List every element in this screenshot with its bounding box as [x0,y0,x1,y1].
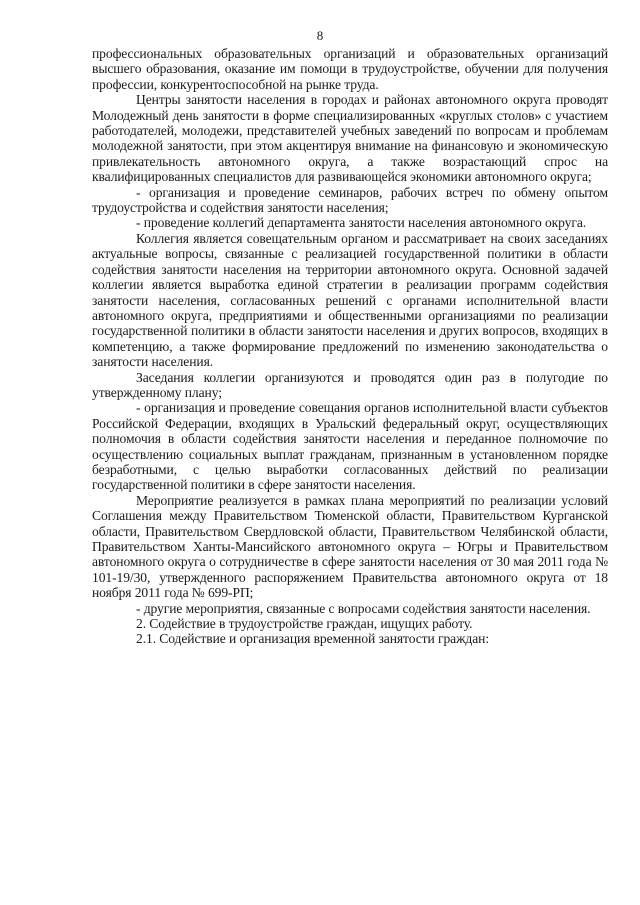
paragraph-agreement-plan: Мероприятие реализуется в рамках плана мероприятий по реализации условий Соглашения между Правительством Тюменской области, Правительством Курганской области, Правительством Свердловской области, Правительством Челябинской области, Правительством Ханты-Мансийского автономного округа – Югры и Правительством автономного округа о сотрудничестве в сфере занятости населения от 30 мая 2011 года № 101-19/30, утвержденного распоряжением Правительства автономного округа от 18 ноября 2011 года № 699-РП; [92,492,608,601]
list-item-seminars: - организация и проведение семинаров, рабочих встреч по обмену опытом трудоустройства и содействия занятости населения; [92,184,608,216]
paragraph-youth-employment-day: Центры занятости населения в городах и районах автономного округа проводят Молодежный день занятости в форме специализированных «круглых столов» с участием работодателей, молодежи, представителей учебных заведений по вопросам и проблемам молодежной занятости, при этом акцентируя внимание на финансовую и экономическую привлекательность автономного округа, а также возрастающий спрос на квалифицированных специалистов для развивающейся экономики автономного округа; [92,92,608,185]
list-item-ural-district-meeting: - организация и проведение совещания органов исполнительной власти субъектов Российской Федерации, входящих в Уральский федеральный округ, осуществляющих полномочия в области содействия занятости населения и переданное полномочие по осуществлению социальных выплат гражданам, признанным в установленном порядке безработными, с целью выработки согласованных действий по реализации государственной политики в сфере занятости населения. [92,400,608,493]
document-body [92,46,608,647]
page-number: 8 [316,28,324,43]
section-heading-2: 2. Содействие в трудоустройстве граждан, ищущих работу. [136,616,473,632]
paragraph-continuation: профессиональных образовательных организаций и образовательных организаций высшего образования, оказание им помощи в трудоустройстве, обучении для получения профессии, конкурентоспособной на рынке труда. [92,46,608,92]
list-item-other-events: - другие мероприятия, связанные с вопросами содействия занятости населения. [136,600,591,616]
paragraph-collegium-schedule: Заседания коллегии организуются и проводятся один раз в полугодие по утвержденному плану; [92,369,608,400]
list-item-collegium-meetings: - проведение коллегий департамента занятости населения автономного округа. [136,215,587,231]
section-heading-2-1: 2.1. Содействие и организация временной занятости граждан: [136,631,489,647]
paragraph-collegium-description: Коллегия является совещательным органом и рассматривает на своих заседаниях актуальные вопросы, связанные с реализацией государственной политики в области содействия занятости населения на территории автономного округа. Основной задачей коллегии является выработка единой стратегии в реализации программ содействия занятости населения, согласованных решений с органами исполнительной власти автономного округа, предприятиями и общественными организациями по реализации государственной политики в области занятости населения и других вопросов, входящих в компетенцию, а также формирование предложений по изменению законодательства о занятости населения. [92,230,608,370]
